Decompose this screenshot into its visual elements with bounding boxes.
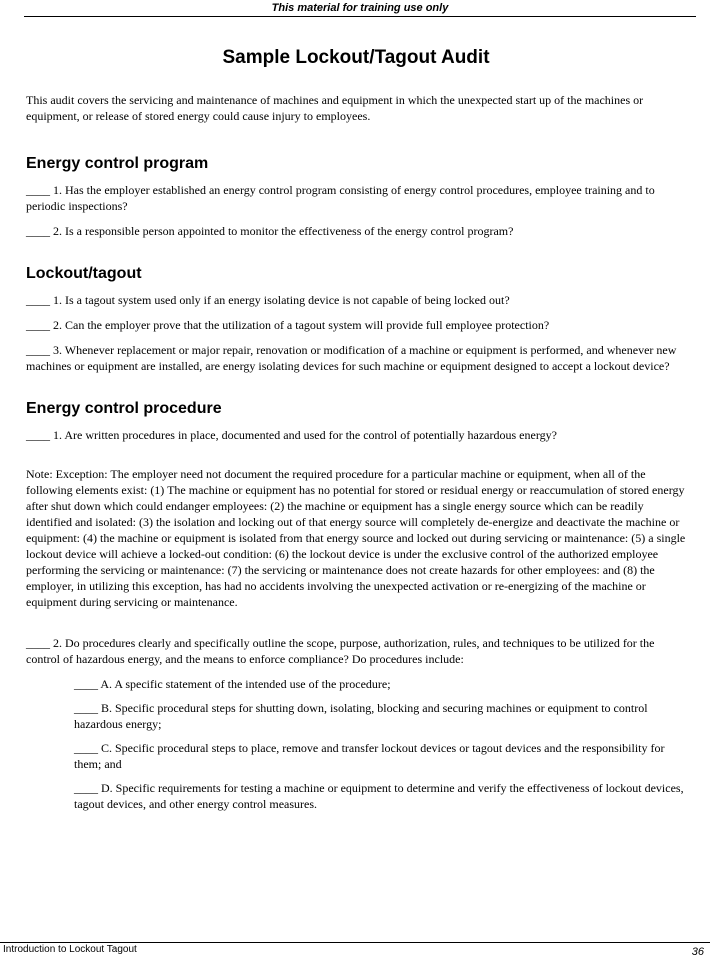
page-number: 36 bbox=[691, 946, 704, 958]
audit-question: ____ 1. Is a tagout system used only if an energy isolating device is not capable of being locked out? bbox=[26, 293, 510, 307]
footer-course-title: Introduction to Lockout Tagout bbox=[3, 944, 137, 955]
audit-question: ____ 1. Has the employer established an energy control program consisting of energy control procedures, employee training and to periodic inspections? bbox=[26, 183, 655, 213]
procedure-sub-item: ____ C. Specific procedural steps to place, remove and transfer lockout devices or tagout devices and the responsibility for them; and bbox=[74, 741, 665, 771]
procedure-sub-item: ____ B. Specific procedural steps for shutting down, isolating, blocking and securing machines or equipment to control hazardous energy; bbox=[74, 701, 648, 731]
audit-question: ____ 2. Do procedures clearly and specifically outline the scope, purpose, authorization, rules, and techniques to be utilized for the control of hazardous energy, and the means to enforce compliance? Do procedures include: bbox=[26, 636, 655, 666]
page-title: Sample Lockout/Tagout Audit bbox=[222, 47, 490, 68]
training-banner: This material for training use only bbox=[271, 2, 449, 14]
heading-energy-control-procedure: Energy control procedure bbox=[26, 400, 222, 417]
exception-note: Note: Exception: The employer need not document the required procedure for a particular machine or equipment, when all of the following elements exist: (1) The machine or equipment has no potential for stored or residual energy or reaccumulation of stored energy after shut down which could endanger employees: (2) the machine or equipment has a single energy source which can be readily identified and isolated: (3) the isolation and locking out of that energy source will completely de-energize and deactivate the machine or equipment: (4) the machine or equipment is isolated from that energy source and locked out during servicing or maintenance: (5) a single lockout device will achieve a locked-out condition: (6) the lockout device is under the exclusive control of the authorized employee performing the servicing or maintenance: (7) the servicing or maintenance does not create hazards for other employees: and (8) the employer, in utilizing this exception, has had no accidents involving the unexpected activation or re-energizing of the machine or equipment during servicing or maintenance. bbox=[26, 467, 686, 609]
footer-rule bbox=[0, 942, 710, 943]
document-body bbox=[26, 46, 686, 820]
procedure-sub-item: ____ A. A specific statement of the intended use of the procedure; bbox=[74, 677, 391, 691]
audit-question: ____ 2. Can the employer prove that the utilization of a tagout system will provide full employee protection? bbox=[26, 318, 550, 332]
heading-lockout-tagout: Lockout/tagout bbox=[26, 265, 142, 282]
audit-question: ____ 2. Is a responsible person appointed to monitor the effectiveness of the energy control program? bbox=[26, 224, 514, 238]
heading-energy-control-program: Energy control program bbox=[26, 155, 209, 172]
procedure-sub-item: ____ D. Specific requirements for testing a machine or equipment to determine and verify the effectiveness of lockout devices, tagout devices, and other energy control measures. bbox=[74, 781, 684, 811]
audit-question: ____ 3. Whenever replacement or major repair, renovation or modification of a machine or equipment is performed, and whenever new machines or equipment are installed, are energy isolating devices for such machine or equipment designed to accept a lockout device? bbox=[26, 343, 677, 373]
audit-question: ____ 1. Are written procedures in place, documented and used for the control of potentially hazardous energy? bbox=[26, 428, 557, 442]
header-rule bbox=[24, 16, 696, 17]
intro-paragraph: This audit covers the servicing and maintenance of machines and equipment in which the unexpected start up of the machines or equipment, or release of stored energy could cause injury to employees. bbox=[26, 93, 644, 123]
